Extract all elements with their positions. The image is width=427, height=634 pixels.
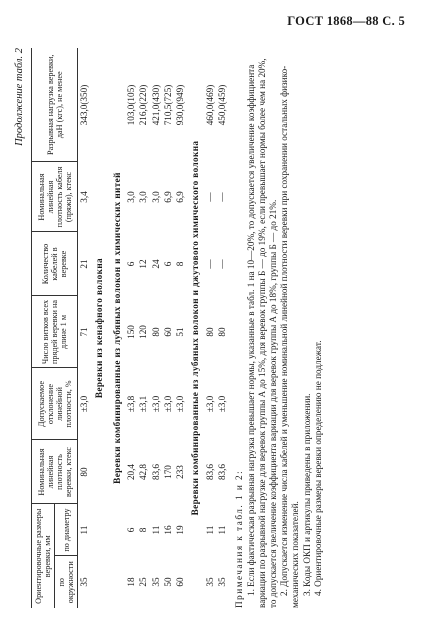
cell-fibers: 6 — [125, 261, 136, 267]
cell-diam: 11 — [79, 525, 90, 535]
table-notes — [234, 48, 324, 608]
section-title-row — [108, 48, 125, 608]
cell-twists: 150 — [125, 325, 136, 339]
cell-density: 83,6 — [217, 463, 228, 481]
cell-twists: 80 — [204, 327, 215, 337]
table-row — [216, 48, 228, 608]
cable-density-header: Номинальная линейная плотность кабеля (пряжи), ктекс — [32, 162, 78, 232]
tolerance-header: Допускаемое отклонение линейной плотности, % — [32, 368, 78, 440]
table-continuation-label: Продолжение табл. 2 — [14, 48, 25, 146]
note-3: 3. Коды ОКП и артикулы приведены в приложении. — [301, 393, 312, 596]
cell-density: 20,4 — [125, 463, 136, 481]
cell-twists: 60 — [162, 327, 173, 337]
cell-load: 343,0(350) — [79, 84, 90, 126]
cell-diam: 11 — [217, 525, 228, 535]
page-header: ГОСТ 1868—88 С. 5 — [287, 14, 405, 28]
section-title: Веревки из кенафного волокна — [94, 257, 105, 399]
cell-diam: 19 — [175, 525, 186, 535]
table-row — [162, 48, 174, 608]
cable-count-header: Количество кабелей в веревке — [32, 232, 78, 296]
cell-tol: ±3,0 — [217, 395, 228, 413]
cell-diam: 11 — [150, 525, 161, 535]
cell-twists: 80 — [150, 327, 161, 337]
cell-tol: ±3,8 — [125, 395, 136, 413]
cell-circ: 50 — [162, 577, 173, 587]
note-2: 2. Допускается изменение числа кабелей и уменьшение номинальной линейной плотности веревки при сохранении остальных физико-механических показателей. — [279, 65, 301, 608]
cell-density: 42,8 — [138, 463, 149, 481]
cell-load: 450,0(459) — [217, 84, 228, 126]
cell-circ: 35 — [79, 577, 90, 587]
cell-diam: 16 — [162, 525, 173, 535]
cell-fibers: 21 — [79, 259, 90, 269]
rope-spec-table — [31, 48, 228, 608]
cell-load: 930,0(949) — [175, 84, 186, 126]
rotated-content — [14, 48, 406, 608]
cell-circ: 60 — [175, 577, 186, 587]
cell-circ: 35 — [204, 577, 215, 587]
cell-cable: 3,0 — [150, 191, 161, 203]
circumference-header: по окружности — [55, 556, 78, 608]
cell-fibers: — — [217, 259, 228, 269]
load-header: Разрывная нагрузка веревки, даН (кгс), не менее — [32, 48, 78, 162]
cell-cable: 3,0 — [138, 191, 149, 203]
cell-circ: 18 — [125, 577, 136, 587]
table-row — [125, 48, 137, 608]
cell-tol: ±3,0 — [150, 395, 161, 413]
cell-diam: 8 — [138, 527, 149, 533]
cell-cable: 3,4 — [79, 191, 90, 203]
cell-load: 460,0(469) — [204, 84, 215, 126]
section-title: Веревки комбинированные из лубяных волокон и химических нитей — [111, 172, 122, 484]
cell-load: 421,0(430) — [150, 84, 161, 126]
cell-diam: 6 — [125, 527, 136, 533]
cell-fibers: 8 — [175, 261, 186, 267]
cell-fibers: — — [204, 259, 215, 269]
table-row — [78, 48, 91, 608]
cell-fibers: 24 — [150, 259, 161, 269]
cell-tol: ±3,1 — [138, 395, 149, 413]
cell-density: 233 — [175, 465, 186, 479]
cell-cable: 3,0 — [125, 191, 136, 203]
section-title: Веревки комбинированные из лубяных волокон и джутового химического волокна — [190, 140, 201, 516]
note-1: 1. Если фактическая разрывная нагрузка превышает нормы, указанные в табл. 1 на 10—20%, то допускается увеличение коэффициента вариации по разрывной нагрузке для веревок группы А до 15%, для веревок группы Б — до 19%, если превышает нормы более чем на 20%, то допускается увеличение коэффициента вариации для веревок группы А до 18%, группы Б — до 21%. — [245, 58, 278, 608]
cell-tol: ±3,0 — [175, 395, 186, 413]
table-row — [204, 48, 216, 608]
cell-twists: 71 — [79, 327, 90, 337]
cell-tol: ±3,0 — [204, 395, 215, 413]
cell-cable: — — [204, 192, 215, 202]
cell-diam: 11 — [204, 525, 215, 535]
cell-fibers: 12 — [138, 259, 149, 269]
table-row — [174, 48, 186, 608]
cell-tol: ±3,0 — [79, 395, 90, 413]
density-header: Номинальная линейная плотность веревки, ктекс — [32, 440, 78, 504]
cell-fibers: 6 — [162, 261, 173, 267]
cell-density: 80 — [79, 467, 90, 477]
cell-tol: ±3,0 — [162, 395, 173, 413]
size-group-header: Ориентировочные размеры веревки, мм — [32, 504, 55, 608]
cell-density: 83,6 — [204, 463, 215, 481]
cell-twists: 80 — [217, 327, 228, 337]
cell-density: 170 — [162, 465, 173, 479]
cell-circ: 35 — [150, 577, 161, 587]
cell-load: 103,0(105) — [125, 84, 136, 126]
cell-load: 216,0(220) — [138, 84, 149, 126]
notes-heading: Примечания к табл. 1 и 2: — [234, 469, 245, 608]
cell-twists: 51 — [175, 327, 186, 337]
cell-cable: 6,9 — [162, 191, 173, 203]
diameter-header: по диаметру — [55, 504, 78, 556]
note-4: 4. Ориентировочные размеры веревки определению не подлежат. — [312, 340, 323, 596]
cell-circ: 25 — [138, 577, 149, 587]
section-title-row — [186, 48, 203, 608]
section-title-row — [90, 48, 107, 608]
cell-twists: 120 — [138, 325, 149, 339]
cell-circ: 35 — [217, 577, 228, 587]
cell-cable: 6,9 — [175, 191, 186, 203]
cell-cable: — — [217, 192, 228, 202]
twists-header: Число витков всех прядей веревки на длине 1 м — [32, 296, 78, 368]
cell-density: 83,6 — [150, 463, 161, 481]
table-row — [137, 48, 149, 608]
table-row — [150, 48, 162, 608]
cell-load: 710,5(725) — [162, 84, 173, 126]
